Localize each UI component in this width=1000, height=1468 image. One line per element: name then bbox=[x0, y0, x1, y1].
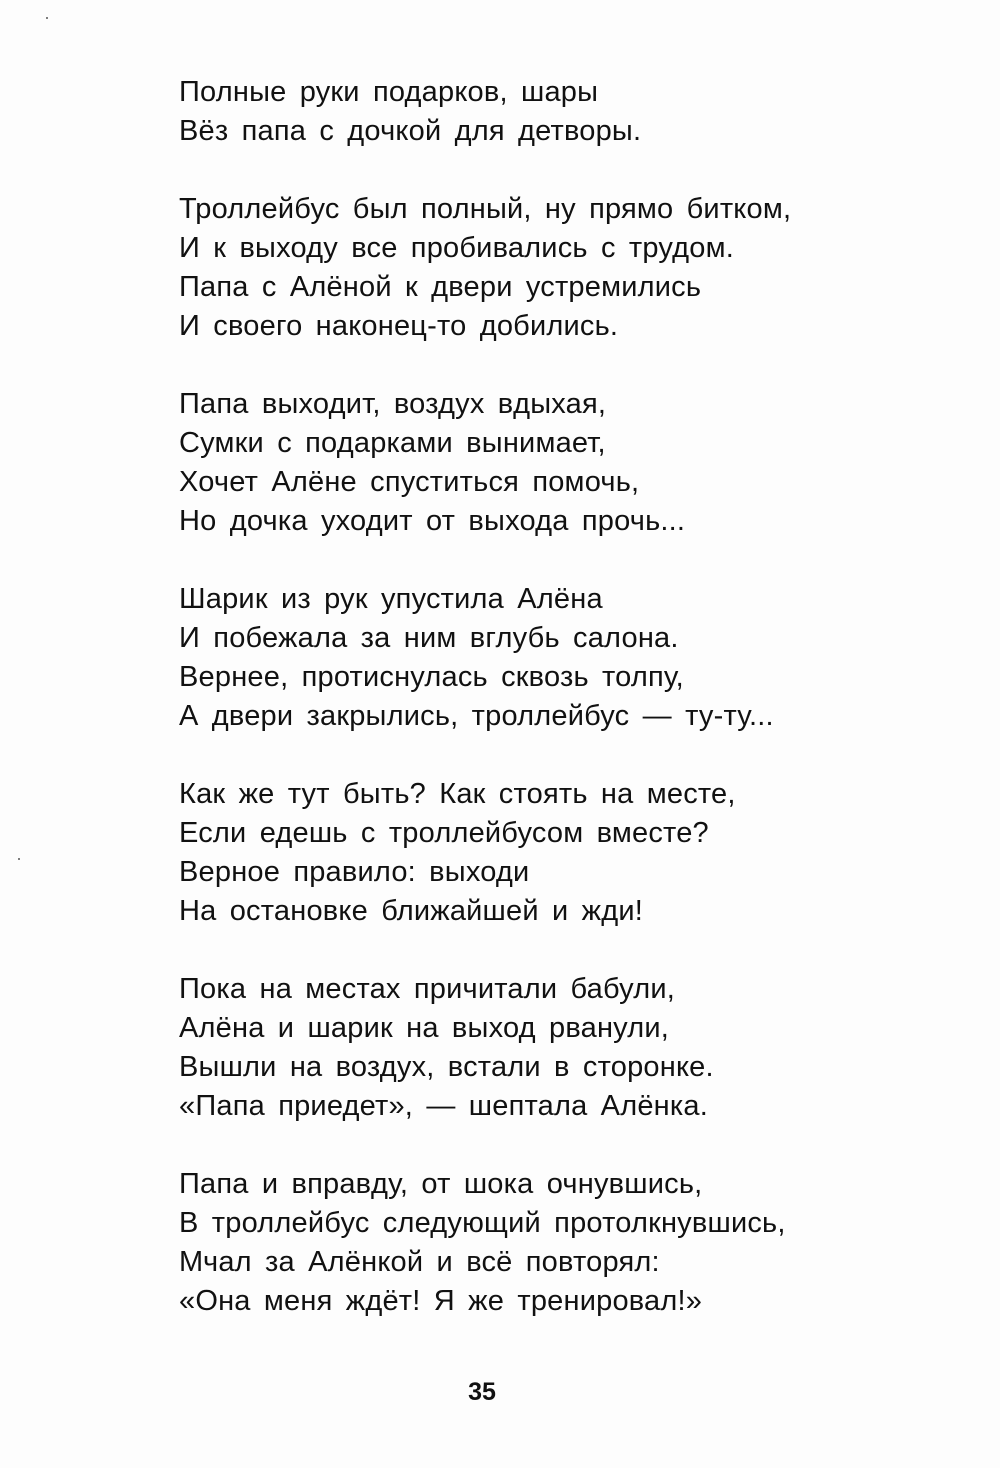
stanza bbox=[179, 970, 959, 1126]
poem-line: Как же тут быть? Как стоять на месте, bbox=[179, 778, 736, 810]
poem-line: Вернее, протиснулась сквозь толпу, bbox=[179, 661, 684, 693]
print-speck bbox=[18, 858, 20, 860]
poem-line: И своего наконец-то добились. bbox=[179, 310, 619, 342]
stanza bbox=[179, 190, 959, 346]
poem-line: Если едешь с троллейбусом вместе? bbox=[179, 817, 709, 849]
poem-line: Хочет Алёне спуститься помочь, bbox=[179, 466, 640, 498]
poem-line: Троллейбус был полный, ну прямо битком, bbox=[179, 193, 792, 225]
print-speck bbox=[46, 17, 48, 19]
poem-line: Но дочка уходит от выхода прочь... bbox=[179, 505, 686, 537]
poem-line: Папа с Алёной к двери устремились bbox=[179, 271, 702, 303]
poem-line: Папа выходит, воздух вдыхая, bbox=[179, 388, 607, 420]
poem-line: Шарик из рук упустила Алёна bbox=[179, 583, 603, 615]
poem-line: Вышли на воздух, встали в сторонке. bbox=[179, 1051, 714, 1083]
page-number: 35 bbox=[468, 1378, 496, 1406]
poem-line: А двери закрылись, троллейбус — ту-ту... bbox=[179, 700, 774, 732]
poem-line: «Папа приедет», — шептала Алёнка. bbox=[179, 1090, 708, 1122]
poem-line: На остановке ближайшей и жди! bbox=[179, 895, 644, 927]
poem-line: Папа и вправду, от шока очнувшись, bbox=[179, 1168, 703, 1200]
stanza bbox=[179, 1165, 959, 1321]
poem-line: Верное правило: выходи bbox=[179, 856, 530, 888]
poem-line: Вёз папа с дочкой для детворы. bbox=[179, 115, 642, 147]
poem-line: И к выходу все пробивались с трудом. bbox=[179, 232, 734, 264]
poem bbox=[179, 73, 959, 1360]
stanza bbox=[179, 73, 959, 151]
poem-line: И побежала за ним вглубь салона. bbox=[179, 622, 679, 654]
poem-line: Сумки с подарками вынимает, bbox=[179, 427, 606, 459]
poem-line: В троллейбус следующий протолкнувшись, bbox=[179, 1207, 786, 1239]
stanza bbox=[179, 580, 959, 736]
poem-line: Алёна и шарик на выход рванули, bbox=[179, 1012, 670, 1044]
poem-line: Мчал за Алёнкой и всё повторял: bbox=[179, 1246, 660, 1278]
stanza bbox=[179, 385, 959, 541]
stanza bbox=[179, 775, 959, 931]
poem-line: Полные руки подарков, шары bbox=[179, 76, 599, 108]
poem-line: Пока на местах причитали бабули, bbox=[179, 973, 675, 1005]
poem-line: «Она меня ждёт! Я же тренировал!» bbox=[179, 1285, 703, 1317]
